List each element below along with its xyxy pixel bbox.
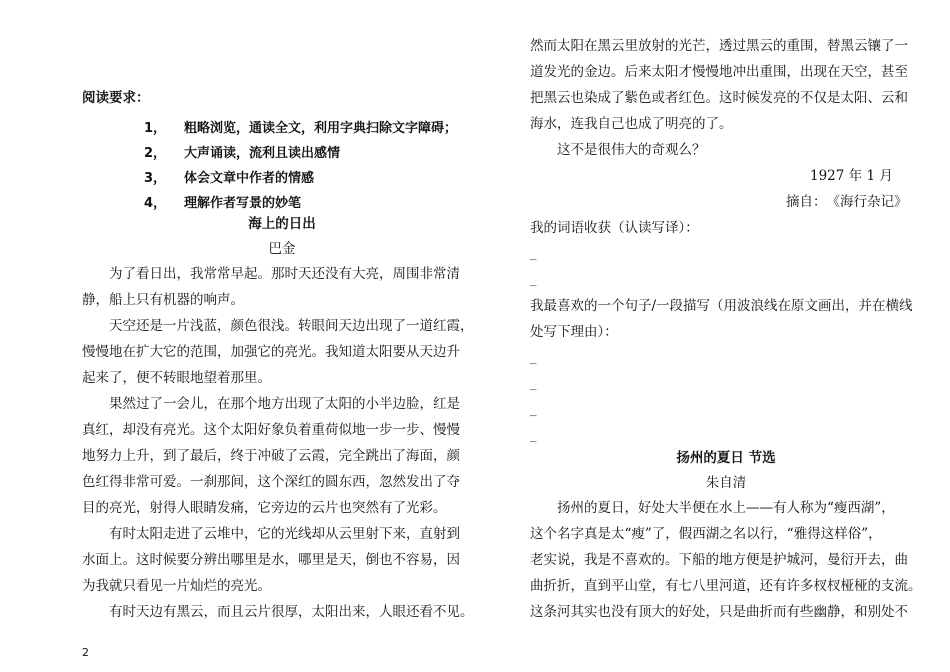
body-line: 这不是很伟大的奇观么？ [530, 142, 706, 158]
sentence-answer-line[interactable]: _ [530, 428, 537, 443]
article-author: 朱自清 [705, 475, 747, 491]
sentence-answer-line[interactable]: _ [530, 376, 537, 391]
body-line: 天空还是一片浅蓝，颜色很浅。转眼间天边出现了一道红霞， [82, 318, 474, 334]
body-line: 为我就只看见一片灿烂的亮光。 [82, 578, 271, 594]
body-line: 静，船上只有机器的响声。 [82, 292, 244, 308]
vocab-answer-line[interactable]: _ [530, 272, 537, 287]
body-line: 地努力上升，到了最后，终于冲破了云霞，完全跳出了海面，颜 [82, 448, 460, 464]
body-line: 这条河其实也没有顶大的好处，只是曲折而有些幽静，和别处不 [530, 604, 908, 620]
body-line: 为了看日出，我常常早起。那时天还没有大亮，周围非常清 [82, 266, 460, 282]
body-line: 目的亮光，射得人眼睛发痛，它旁边的云片也突然有了光彩。 [82, 500, 447, 516]
requirement-number: 4， [144, 196, 167, 211]
page-number: 2 [82, 646, 89, 659]
requirement-text: 理解作者写景的妙笔 [184, 196, 302, 211]
body-line: 有时天边有黑云，而且云片很厚，太阳出来，人眼还看不见。 [82, 604, 474, 620]
body-line: 起来了，便不转眼地望着那里。 [82, 370, 271, 386]
article-date: 1927 年 1 月 [810, 168, 893, 184]
body-line: 曲折折，直到平山堂，有七八里河道，还有许多杈杈桠桠的支流。 [530, 578, 922, 594]
article-source: 摘自： 《海行杂记》 [786, 194, 908, 210]
body-line: 扬州的夏日，好处大半便在水上——有人称为“瘦西湖”， [530, 500, 895, 516]
body-line: 色红得非常可爱。一刹那间，这个深红的圆东西，忽然发出了夺 [82, 474, 460, 490]
article-title: 扬州的夏日 节选 [676, 450, 776, 466]
body-line: 果然过了一会儿，在那个地方出现了太阳的小半边脸，红是 [82, 396, 460, 412]
requirement-text: 粗略浏览，通读全文，利用字典扫除文字障碍； [184, 121, 458, 136]
requirement-number: 2， [144, 146, 167, 161]
requirement-number: 3， [144, 171, 167, 186]
body-line: 海水，连我自己也成了明亮的了。 [530, 116, 733, 132]
body-line: 慢慢地在扩大它的范围，加强它的亮光。我知道太阳要从天边升 [82, 344, 460, 360]
requirements-heading: 阅读要求： [82, 90, 150, 106]
sentence-answer-line[interactable]: _ [530, 402, 537, 417]
body-line: 把黑云也染成了紫色或者红色。这时候发亮的不仅是太阳、云和 [530, 90, 908, 106]
requirement-number: 1， [144, 121, 167, 136]
requirement-text: 大声诵读，流利且读出感情 [184, 146, 341, 161]
body-line: 有时太阳走进了云堆中，它的光线却从云里射下来，直射到 [82, 526, 460, 542]
body-line: 道发光的金边。后来太阳才慢慢地冲出重围，出现在天空，甚至 [530, 64, 908, 80]
body-line: 水面上。这时候要分辨出哪里是水，哪里是天，倒也不容易，因 [82, 552, 460, 568]
vocab-answer-line[interactable]: _ [530, 246, 537, 261]
body-line: 这个名字真是太“瘦”了，假西湖之名以行，“雅得这样俗”， [530, 526, 882, 542]
body-line: 老实说，我是不喜欢的。下船的地方便是护城河，曼衍开去，曲 [530, 552, 908, 568]
requirement-text: 体会文章中作者的情感 [184, 171, 315, 186]
body-line: 然而太阳在黑云里放射的光芒，透过黑云的重围，替黑云镶了一 [530, 38, 908, 54]
sentence-prompt: 处写下理由）： [530, 324, 618, 340]
sentence-answer-line[interactable]: _ [530, 350, 537, 365]
body-line: 真红，却没有亮光。这个太阳好象负着重荷似地一步一步、慢慢 [82, 422, 460, 438]
vocab-prompt: 我的词语收获（认读写译）： [530, 220, 699, 236]
sentence-prompt: 我最喜欢的一个句子/一段描写（用波浪线在原文画出，并在横线 [530, 298, 913, 314]
article-title: 海上的日出 [248, 216, 316, 232]
article-author: 巴金 [268, 241, 296, 257]
